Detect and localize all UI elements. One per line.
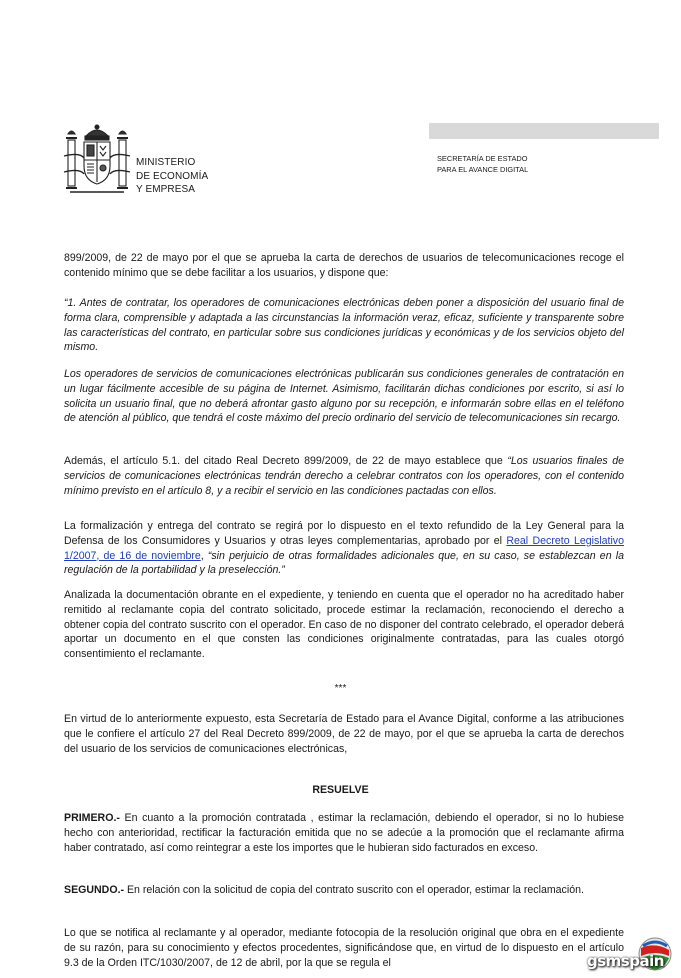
resuelve-heading: RESUELVE	[312, 784, 369, 796]
ministry-line-1: MINISTERIO	[136, 157, 196, 168]
header-gray-bar	[429, 123, 659, 139]
coat-of-arms-logo	[62, 122, 132, 198]
primero-label: PRIMERO.-	[64, 812, 120, 824]
paragraph-intro: 899/2009, de 22 de mayo por el que se aprueba la carta de derechos de usuarios de telecomunicaciones recoge el contenido mínimo que se debe facilitar a los usuarios, y dispone que:	[64, 252, 624, 279]
paragraph-notificacion: Lo que se notifica al reclamante y al operador, mediante fotocopia de la resolución original que obra en el expediente de su razón, para su conocimiento y efectos procedentes, significándose que, en virtud de lo dispuesto en el artículo 9.3 de la Orden ITC/1030/2007, de 12 de abril, por la que se regula el	[64, 927, 624, 969]
paragraph-primero	[64, 811, 624, 855]
watermark-text: gsmspain	[587, 952, 664, 970]
ministry-line-2: DE ECONOMÍA	[136, 170, 209, 182]
formalizacion-quote: “sin perjuicio de otras formalidades adicionales que, en su caso, se establezcan en la regulación de la portabilidad y la preselección.”	[64, 549, 624, 577]
paragraph-formalizacion	[64, 519, 624, 578]
quote-paragraph-1: “1. Antes de contratar, los operadores de comunicaciones electrónicas deben poner a disposición del usuario final de forma clara, comprensible y adaptada a las circunstancias la información veraz, eficaz, suficiente y transparente sobre las características del contrato, en particular sobre sus condiciones jurídicas y económicas y de los servicios objeto del mismo.	[64, 297, 624, 354]
gsmspain-watermark	[587, 936, 675, 972]
secretaria-line-2: PARA EL AVANCE DIGITAL	[437, 165, 529, 174]
articulo-5-text: Además, el artículo 5.1. del citado Real Decreto 899/2009, de 22 de mayo establece que	[64, 455, 508, 467]
paragraph-segundo	[64, 883, 624, 898]
segundo-text: En relación con la solicitud de copia del contrato suscrito con el operador, estimar la reclamación.	[124, 884, 584, 896]
paragraph-en-virtud: En virtud de lo anteriormente expuesto, esta Secretaría de Estado para el Avance Digital, conforme a las atribuciones que le confiere el artículo 27 del Real Decreto 899/2009, de 22 de mayo, por el que se aprueba la carta de derechos del usuario de los servicios de comunicaciones electrónicas,	[64, 713, 624, 755]
primero-text: En cuanto a la promoción contratada , estimar la reclamación, debiendo el operador, si no lo hubiese hecho con anterioridad, rectificar la facturación emitida que no se adecúe a la promoción que el reclamante afirma haber contratado, así como reintegrar a este los importes que le hubieran sido facturados en exceso.	[64, 812, 624, 854]
secretaria-line-1: SECRETARÍA DE ESTADO	[437, 154, 528, 163]
section-separator: ***	[334, 683, 347, 694]
segundo-label: SEGUNDO.-	[64, 884, 125, 896]
quote-paragraph-2: Los operadores de servicios de comunicaciones electrónicas publicarán sus condiciones generales de contratación en un lugar fácilmente accesible de su página de Internet. Asimismo, facilitarán dichas condiciones por escrito, si así lo solicita un usuario final, que no deberá afrontar gasto alguno por su recepción, e informarán sobre ellas en el teléfono de atención al público, que tendrá el coste máximo del precio ordinario del servicio de telecomunicaciones sin recargo.	[64, 368, 624, 425]
real-decreto-link[interactable]: Real Decreto Legislativo 1/2007, de 16 de noviembre	[64, 534, 624, 562]
secretaria-name	[437, 153, 528, 175]
ministry-name	[136, 156, 208, 197]
ministry-line-3: Y EMPRESA	[136, 184, 196, 195]
formalizacion-comma: ,	[200, 549, 208, 562]
paragraph-articulo-5	[64, 454, 624, 498]
articulo-5-quote: “Los usuarios finales de servicios de comunicaciones electrónicas tendrán derecho a celebrar contratos con los operadores, con el contenido mínimo previsto en el artículo 8, y a recibir el servicio en las condiciones pactadas con ellos.	[64, 455, 624, 497]
formalizacion-text: La formalización y entrega del contrato se regirá por lo dispuesto en el texto refundido de la Ley General para la Defensa de los Consumidores y Usuarios y otras leyes complementarias, aprobado por el	[64, 520, 624, 547]
paragraph-analisis: Analizada la documentación obrante en el expediente, y teniendo en cuenta que el operador no ha acreditado haber remitido al reclamante copia del contrato solicitado, procede estimar la reclamación, reconociendo el derecho a obtener copia del contrato suscrito con el operador. En caso de no disponer del contrato celebrado, el operador deberá aportar un documento en el que consten las condiciones originalmente contratadas, para las cuales otorgó consentimiento el reclamante.	[64, 589, 624, 661]
